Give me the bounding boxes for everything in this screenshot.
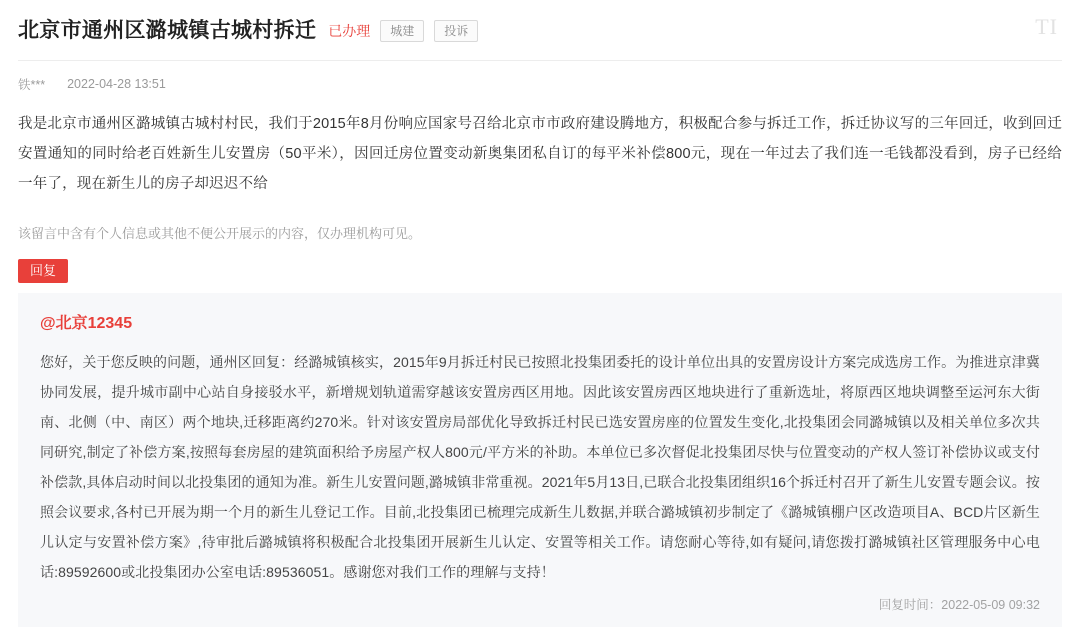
- tag-type[interactable]: 投诉: [434, 20, 478, 42]
- status-badge: 已办理: [328, 23, 371, 39]
- post-date: 2022-04-28 13:51: [67, 77, 166, 91]
- post-content: 我是北京市通州区潞城镇古城村村民，我们于2015年8月份响应国家号召给北京市市政府建设腾地方，积极配合参与拆迁工作，拆迁协议写的三年回迁，收到回迁安置通知的同时给老百姓新生儿安置房（50平米），因回迁房位置变动新奥集团私自订的每平米补偿800元，现在一年过去了我们连一毛钱都没看到，房子已经给一年了，现在新生儿的房子却迟迟不给: [18, 116, 1062, 192]
- reply-timestamp: 回复时间：2022-05-09 09:32: [878, 598, 1040, 612]
- author-name: 铁***: [18, 78, 46, 92]
- post-meta: [18, 61, 1062, 93]
- post-header: [18, 0, 1062, 46]
- tag-category[interactable]: 城建: [380, 20, 424, 42]
- page-title: 北京市通州区潞城镇古城村拆迁: [18, 19, 317, 42]
- reply-section: [18, 293, 1062, 627]
- reply-content: 您好，关于您反映的问题，通州区回复：经潞城镇核实，2015年9月拆迁村民已按照北投集团委托的设计单位出具的安置房设计方案完成选房工作。为推进京津冀协同发展，提升城市副中心站自身接驳水平，新增规划轨道需穿越该安置房西区用地。因此该安置房西区地块进行了重新选址，将原西区地块调整至运河东大街南、北侧（中、南区）两个地块,迁移距离约270米。针对该安置房局部优化导致拆迁村民已选安置房座的位置发生变化,北投集团会同潞城镇以及相关单位多次共同研究,制定了补偿方案,按照每套房屋的建筑面积给予房屋产权人800元/平方米的补助。本单位已多次督促北投集团尽快与位置变动的产权人签订补偿协议或支付补偿款,具体启动时间以北投集团的通知为准。新生儿安置问题,潞城镇非常重视。2021年5月13日,已联合北投集团组织16个拆迁村召开了新生儿安置专题会议。按照会议要求,各村已开展为期一个月的新生儿登记工作。目前,北投集团已梳理完成新生儿数据,并联合潞城镇初步制定了《潞城镇棚户区改造项目A、BCD片区新生儿认定与安置补偿方案》,待审批后潞城镇将积极配合北投集团开展新生儿认定、安置等相关工作。请您耐心等待,如有疑问,请您拨打潞城镇社区管理服务中心电话:89592600或北投集团办公室电话:89536051。感谢您对我们工作的理解与支持！: [40, 354, 1040, 580]
- reply-label: 回复: [18, 259, 68, 283]
- reply-organization[interactable]: @北京12345: [40, 315, 133, 332]
- privacy-notice: 该留言中含有个人信息或其他不便公开展示的内容，仅办理机构可见。: [18, 226, 422, 241]
- watermark-logo: TI: [1035, 14, 1058, 39]
